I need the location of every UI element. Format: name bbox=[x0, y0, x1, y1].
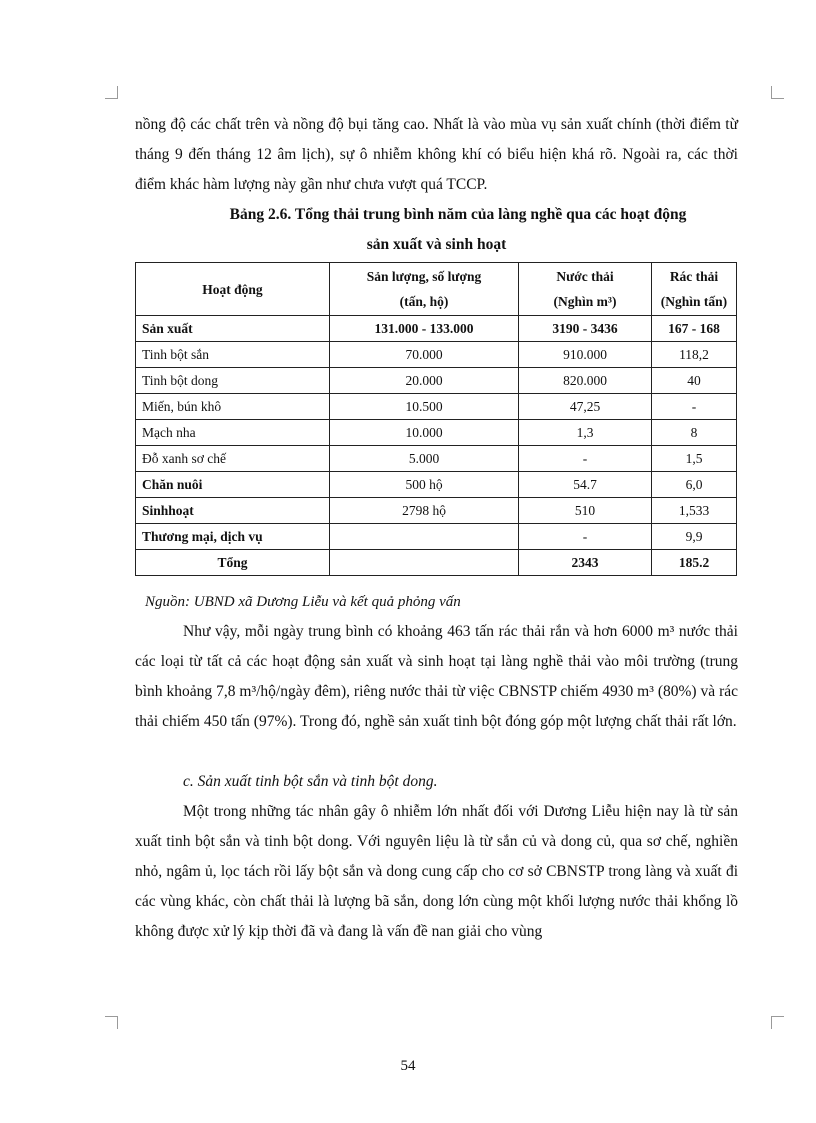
table-row bbox=[136, 472, 737, 498]
table-caption-line-2: sản xuất và sinh hoạt bbox=[366, 236, 507, 253]
paragraph-starch-production: Một trong những tác nhân gây ô nhiễm lớn nhất đối với Dương Liễu hiện nay là từ sản xuất tinh bột sắn và tinh bột dong. Với nguyên liệu là từ sắn củ và dong củ, qua sơ chế, nghiền nhỏ, ngâm ủ, lọc tách rồi lấy bột sắn và dong cung cấp cho cơ sở CBNSTP trong làng và xuất đi các vùng khác, còn chất thải là lượng bã sắn, dong lớn cùng một khối lượng nước thải khổng lồ không được xử lý kịp thời đã và đang là vấn đề nan giải cho vùng bbox=[135, 803, 738, 940]
cell-activity: Tổng bbox=[136, 550, 330, 576]
cell-wastewater: 3190 - 3436 bbox=[519, 316, 652, 342]
cell-wastewater: 54.7 bbox=[519, 472, 652, 498]
crop-mark-bottom-left bbox=[105, 1016, 118, 1029]
cell-output bbox=[330, 524, 519, 550]
intro-paragraph: nồng độ các chất trên và nồng độ bụi tăng cao. Nhất là vào mùa vụ sản xuất chính (thời điểm từ tháng 9 đến tháng 12 âm lịch), sự ô nhiễm không khí có biểu hiện khá rõ. Ngoài ra, các thời điểm khác hàm lượng này gần như chưa vượt quá TCCP. bbox=[135, 116, 738, 193]
cell-solid-waste: - bbox=[652, 394, 737, 420]
cell-solid-waste: 6,0 bbox=[652, 472, 737, 498]
table-row bbox=[136, 316, 737, 342]
cell-output: 500 hộ bbox=[330, 472, 519, 498]
table-row bbox=[136, 368, 737, 394]
table-source-note: Nguồn: UBND xã Dương Liễu và kết quả phỏng vấn bbox=[145, 594, 461, 610]
cell-solid-waste: 118,2 bbox=[652, 342, 737, 368]
cell-output bbox=[330, 550, 519, 576]
header-solid-waste: Rác thải (Nghìn tấn) bbox=[652, 263, 737, 316]
cell-output: 2798 hộ bbox=[330, 498, 519, 524]
page-number: 54 bbox=[400, 1058, 416, 1074]
table-row bbox=[136, 420, 737, 446]
table-row-total bbox=[136, 550, 737, 576]
crop-mark-top-right bbox=[771, 86, 784, 99]
table-row bbox=[136, 446, 737, 472]
cell-output: 20.000 bbox=[330, 368, 519, 394]
cell-wastewater: 2343 bbox=[519, 550, 652, 576]
table-row bbox=[136, 342, 737, 368]
cell-activity: Đỗ xanh sơ chế bbox=[136, 446, 330, 472]
cell-wastewater: 820.000 bbox=[519, 368, 652, 394]
cell-activity: Tinh bột sắn bbox=[136, 342, 330, 368]
cell-activity: Miến, bún khô bbox=[136, 394, 330, 420]
cell-solid-waste: 167 - 168 bbox=[652, 316, 737, 342]
cell-wastewater: 910.000 bbox=[519, 342, 652, 368]
cell-wastewater: 1,3 bbox=[519, 420, 652, 446]
table-row bbox=[136, 394, 737, 420]
cell-solid-waste: 40 bbox=[652, 368, 737, 394]
cell-activity: Sản xuất bbox=[136, 316, 330, 342]
crop-mark-top-left bbox=[105, 86, 118, 99]
table-row bbox=[136, 524, 737, 550]
cell-solid-waste: 185.2 bbox=[652, 550, 737, 576]
cell-output: 70.000 bbox=[330, 342, 519, 368]
cell-output: 10.000 bbox=[330, 420, 519, 446]
cell-wastewater: 47,25 bbox=[519, 394, 652, 420]
cell-solid-waste: 8 bbox=[652, 420, 737, 446]
cell-solid-waste: 1,533 bbox=[652, 498, 737, 524]
cell-wastewater: - bbox=[519, 446, 652, 472]
cell-activity: Sinhhoạt bbox=[136, 498, 330, 524]
cell-activity: Thương mại, dịch vụ bbox=[136, 524, 330, 550]
waste-table bbox=[135, 262, 737, 576]
cell-output: 5.000 bbox=[330, 446, 519, 472]
cell-solid-waste: 9,9 bbox=[652, 524, 737, 550]
table-header-row bbox=[136, 263, 737, 316]
cell-solid-waste: 1,5 bbox=[652, 446, 737, 472]
cell-output: 131.000 - 133.000 bbox=[330, 316, 519, 342]
crop-mark-bottom-right bbox=[771, 1016, 784, 1029]
header-wastewater: Nước thải (Nghìn m³) bbox=[519, 263, 652, 316]
cell-activity: Mạch nha bbox=[136, 420, 330, 446]
cell-activity: Chăn nuôi bbox=[136, 472, 330, 498]
cell-wastewater: - bbox=[519, 524, 652, 550]
header-output: Sản lượng, số lượng (tấn, hộ) bbox=[330, 263, 519, 316]
table-caption-line-1: Bảng 2.6. Tổng thải trung bình năm của làng nghề qua các hoạt động bbox=[229, 206, 687, 223]
cell-activity: Tinh bột dong bbox=[136, 368, 330, 394]
header-activity: Hoạt động bbox=[136, 263, 330, 316]
section-subheading: c. Sản xuất tinh bột sắn và tinh bột dong. bbox=[183, 773, 438, 790]
cell-output: 10.500 bbox=[330, 394, 519, 420]
paragraph-summary: Như vậy, mỗi ngày trung bình có khoảng 463 tấn rác thải rắn và hơn 6000 m³ nước thải các loại từ tất cả các hoạt động sản xuất và sinh hoạt tại làng nghề thải vào môi trường (trung bình khoảng 7,8 m³/hộ/ngày đêm), riêng nước thải từ việc CBNSTP chiếm 4930 m³ (80%) và rác thải chiếm 450 tấn (97%). Trong đó, nghề sản xuất tinh bột đóng góp một lượng chất thải rất lớn. bbox=[135, 623, 738, 730]
cell-wastewater: 510 bbox=[519, 498, 652, 524]
table-row bbox=[136, 498, 737, 524]
